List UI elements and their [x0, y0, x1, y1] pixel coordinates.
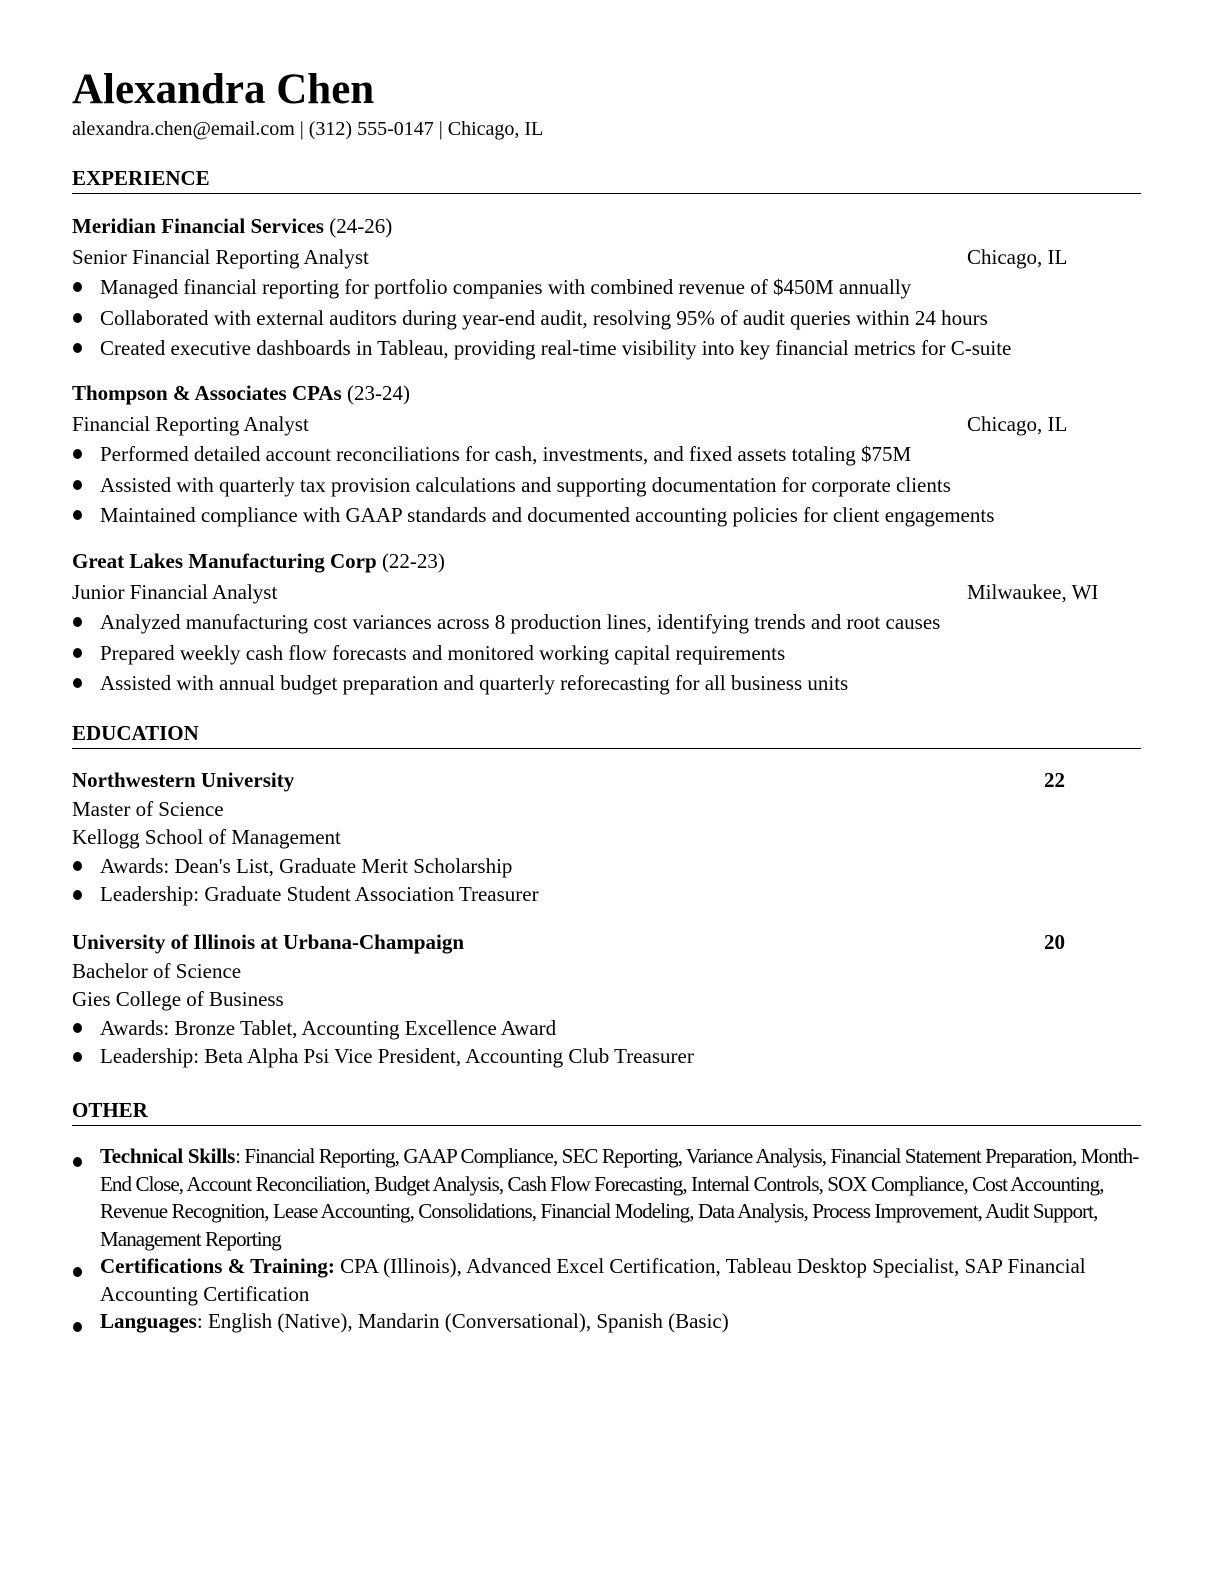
job-location: Chicago, IL	[967, 244, 1068, 269]
degree: Bachelor of Science	[72, 958, 242, 983]
bullet-icon	[73, 1052, 82, 1062]
bullet-item: Prepared weekly cash flow forecasts and monitored working capital requirements	[72, 638, 1141, 669]
candidate-name: Alexandra Chen	[72, 66, 375, 113]
experience-entry	[72, 211, 1141, 364]
bullet-item: Assisted with annual budget preparation and quarterly reforecasting for all business units	[72, 668, 1141, 699]
contact-line: alexandra.chen@email.com | (312) 555-0147 | Chicago, IL	[72, 118, 544, 140]
bullet-item: Leadership: Graduate Student Association Treasurer	[72, 880, 1141, 909]
entry-header	[72, 546, 1141, 577]
certifications-item	[72, 1253, 1141, 1308]
entry-header	[72, 766, 1141, 795]
item-label: Certifications & Training:	[100, 1254, 335, 1278]
item-text: English (Native), Mandarin (Conversational), Spanish (Basic)	[207, 1309, 729, 1333]
job-title: Financial Reporting Analyst	[72, 411, 309, 436]
graduation-year: 20	[1044, 930, 1065, 954]
bullet-item: Managed financial reporting for portfolio companies with combined revenue of $450M annually	[72, 272, 1141, 303]
entry-subheader	[72, 409, 1141, 440]
bullet-icon	[73, 617, 82, 627]
item-text: Financial Reporting, GAAP Compliance, SEC Reporting, Variance Analysis, Financial Statement Preparation, Month-End Close, Account Reconciliation, Budget Analysis, Cash Flow Forecasting, Internal Controls, SOX Compliance, Cost Accounting, Revenue Recognition, Lease Accounting, Consolidations, Financial Modeling, Data Analysis, Process Improvement, Audit Support, Management Reporting	[100, 1144, 1139, 1251]
bullet-icon	[73, 480, 82, 490]
bullet-item: Maintained compliance with GAAP standards and documented accounting policies for client engagements	[72, 500, 1141, 531]
college-name: Gies College of Business	[72, 987, 284, 1012]
company-name: Great Lakes Manufacturing Corp	[72, 549, 377, 573]
employment-dates: (22-23)	[381, 549, 445, 573]
bullet-icon	[73, 1023, 82, 1033]
degree: Master of Science	[72, 796, 224, 821]
entry-header	[72, 378, 1141, 409]
bullet-icon	[73, 510, 82, 520]
experience-entry	[72, 378, 1141, 531]
item-label: Languages	[100, 1309, 197, 1333]
bullet-icon	[73, 648, 82, 658]
bullet-icon	[73, 890, 82, 900]
bullet-icon	[73, 343, 82, 353]
bullet-item: Created executive dashboards in Tableau, providing real-time visibility into key financial metrics for C-suite	[72, 333, 1141, 364]
experience-entry	[72, 546, 1141, 699]
college-name: Kellogg School of Management	[72, 825, 341, 850]
item-label: Technical Skills	[100, 1144, 236, 1168]
bullet-icon	[73, 282, 82, 292]
bullet-icon	[73, 1157, 82, 1167]
entry-header	[72, 928, 1141, 957]
company-name: Meridian Financial Services	[72, 214, 324, 238]
bullet-item: Collaborated with external auditors during year-end audit, resolving 95% of audit queries within 24 hours	[72, 303, 1141, 334]
bullet-icon	[73, 678, 82, 688]
entry-header	[72, 211, 1141, 242]
job-title: Senior Financial Reporting Analyst	[72, 244, 369, 269]
entry-subheader	[72, 242, 1141, 273]
bullet-item: Awards: Bronze Tablet, Accounting Excellence Award	[72, 1014, 1141, 1043]
bullet-item: Performed detailed account reconciliations for cash, investments, and fixed assets totaling $75M	[72, 439, 1141, 470]
school-name: University of Illinois at Urbana-Champaign	[72, 930, 465, 954]
section-heading-other: OTHER	[72, 1098, 1141, 1126]
languages-item: Languages: English (Native), Mandarin (Conversational), Spanish (Basic)	[72, 1308, 1141, 1336]
education-entry	[72, 928, 1141, 1071]
graduation-year: 22	[1044, 768, 1065, 792]
bullet-icon	[73, 313, 82, 323]
employment-dates: (23-24)	[346, 381, 410, 405]
section-heading-experience: EXPERIENCE	[72, 166, 1141, 194]
job-location: Chicago, IL	[967, 411, 1068, 436]
bullet-icon	[73, 1322, 82, 1332]
employment-dates: (24-26)	[329, 214, 393, 238]
school-name: Northwestern University	[72, 768, 295, 792]
item-text: CPA (Illinois), Advanced Excel Certification, Tableau Desktop Specialist, SAP Financial Accounting Certification	[100, 1254, 1086, 1306]
bullet-item: Analyzed manufacturing cost variances across 8 production lines, identifying trends and root causes	[72, 607, 1141, 638]
bullet-icon	[73, 1267, 82, 1277]
company-name: Thompson & Associates CPAs	[72, 381, 342, 405]
education-entry	[72, 766, 1141, 909]
bullet-icon	[73, 861, 82, 871]
technical-skills-item: Technical Skills: Financial Reporting, GAAP Compliance, SEC Reporting, Variance Analysis, Financial Statement Preparation, Month-End Close, Account Reconciliation, Budget Analysis, Cash Flow Forecasting, Internal Controls, SOX Compliance, Cost Accounting, Revenue Recognition, Lease Accounting, Consolidations, Financial Modeling, Data Analysis, Process Improvement, Audit Support, Management Reporting	[72, 1143, 1141, 1253]
bullet-item: Assisted with quarterly tax provision calculations and supporting documentation for corporate clients	[72, 470, 1141, 501]
section-heading-education: EDUCATION	[72, 721, 1141, 749]
bullet-item: Awards: Dean's List, Graduate Merit Scholarship	[72, 852, 1141, 881]
entry-subheader	[72, 577, 1141, 608]
job-title: Junior Financial Analyst	[72, 579, 278, 604]
other-list	[72, 1143, 1141, 1336]
bullet-icon	[73, 449, 82, 459]
bullet-item: Leadership: Beta Alpha Psi Vice President, Accounting Club Treasurer	[72, 1042, 1141, 1071]
job-location: Milwaukee, WI	[967, 579, 1099, 604]
